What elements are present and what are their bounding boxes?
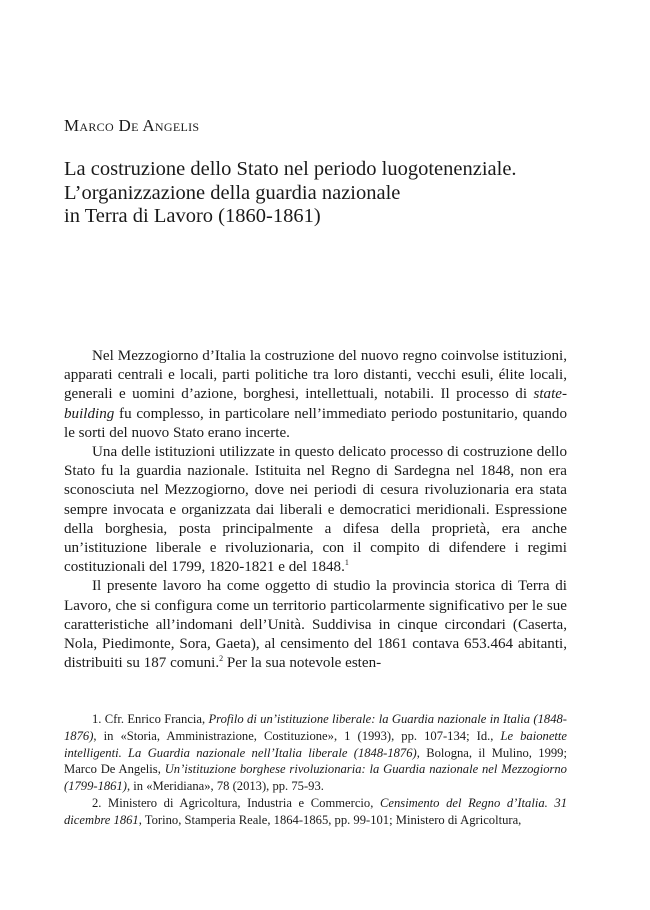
paragraph-3-text-b: Per la sua notevole esten- xyxy=(223,655,382,672)
footnotes xyxy=(64,711,567,829)
paragraph-2-text: Una delle istituzioni utilizzate in questo delicato processo di costruzione dello Stato fu la guardia nazionale. Istituita nel Regno di Sardegna nel 1848, non era sconosciuta nel Mezzogiorno, dove nei periodi di cesura rivoluzionaria era stata sempre invocata e organizzata dai liberali e democratici meridionali. Espressione della borghesia, posta principalmente a difesa della proprietà, era anche un’istituzione liberale e rivoluzionaria, con il compito di difendere i regimi costituzionali del 1799, 1820-1821 e del 1848. xyxy=(64,444,567,576)
article-title xyxy=(64,158,624,229)
footnote-1-text-a: 1. Cfr. Enrico Francia, xyxy=(92,712,209,726)
paragraph-2 xyxy=(64,443,567,577)
body-text xyxy=(64,347,567,673)
title-line-3: in Terra di Lavoro (1860-1861) xyxy=(64,205,321,227)
footnote-2 xyxy=(64,795,567,829)
footnote-2-title-1: Censimento del Regno d’Italia. 31 dicembre 1861 xyxy=(64,795,568,827)
footnote-2-text-a: 2. Ministero di Agricoltura, Industria e Commercio, xyxy=(92,795,380,810)
paragraph-1-text-a: Nel Mezzogiorno d’Italia la costruzione del nuovo regno coinvolse istituzioni, apparati centrali e locali, parti politiche tra loro distanti, vecchi esuli, élite locali, generali e uomini d’azione, borghesi, intellettuali, notabili. Il processo di xyxy=(64,348,567,403)
paragraph-1-text-b: fu complesso, in particolare nell’immediato periodo postunitario, quando le sorti del nuovo Stato erano incerte. xyxy=(64,405,567,441)
paragraph-3 xyxy=(64,577,567,673)
author-name: Marco De Angelis xyxy=(64,116,200,135)
footnote-2-text-b: , Torino, Stamperia Reale, 1864-1865, pp. 99-101; Ministero di Agricoltura, xyxy=(138,812,522,827)
paragraph-3-text-a: Il presente lavoro ha come oggetto di studio la provincia storica di Terra di Lavoro, che si configura come un territorio particolarmente significativo per le sue caratteristiche all’indomani dell’Unità. Suddivisa in cinque circondari (Caserta, Nola, Piedimonte, Sora, Gaeta), al censimento del 1861 contava 653.464 abitanti, distribuiti su 187 comuni. xyxy=(64,578,567,672)
footnote-1-text-b: , in «Storia, Amministrazione, Costituzione», 1 (1993), pp. 107-134; Id., xyxy=(93,728,501,743)
footnote-ref-2: 2 xyxy=(219,654,224,664)
footnote-ref-1: 1 xyxy=(344,558,349,568)
paragraph-1-emphasis: state-building xyxy=(64,386,567,422)
paragraph-1 xyxy=(64,347,567,443)
footnote-1-title-1: Profilo di un’istituzione liberale: la Guardia nazionale in Italia (1848-1876) xyxy=(64,712,568,743)
footnote-1-title-3: Un’istituzione borghese rivoluzionaria: la Guardia nazionale nel Mezzogiorno (1799-1861) xyxy=(64,762,567,794)
footnote-1 xyxy=(64,711,567,795)
footnote-1-text-d: , in «Meridiana», 78 (2013), pp. 75-93. xyxy=(126,779,324,794)
title-line-1: La costruzione dello Stato nel periodo luogotenenziale. xyxy=(64,158,517,180)
footnote-1-text-c: , Bologna, il Mulino, 1999; Marco De Angelis, xyxy=(64,745,567,777)
title-line-2: L’organizzazione della guardia nazionale xyxy=(64,181,401,204)
footnote-1-title-2: Le baionette intelligenti. La Guardia nazionale nell’Italia liberale (1848-1876) xyxy=(64,728,568,760)
